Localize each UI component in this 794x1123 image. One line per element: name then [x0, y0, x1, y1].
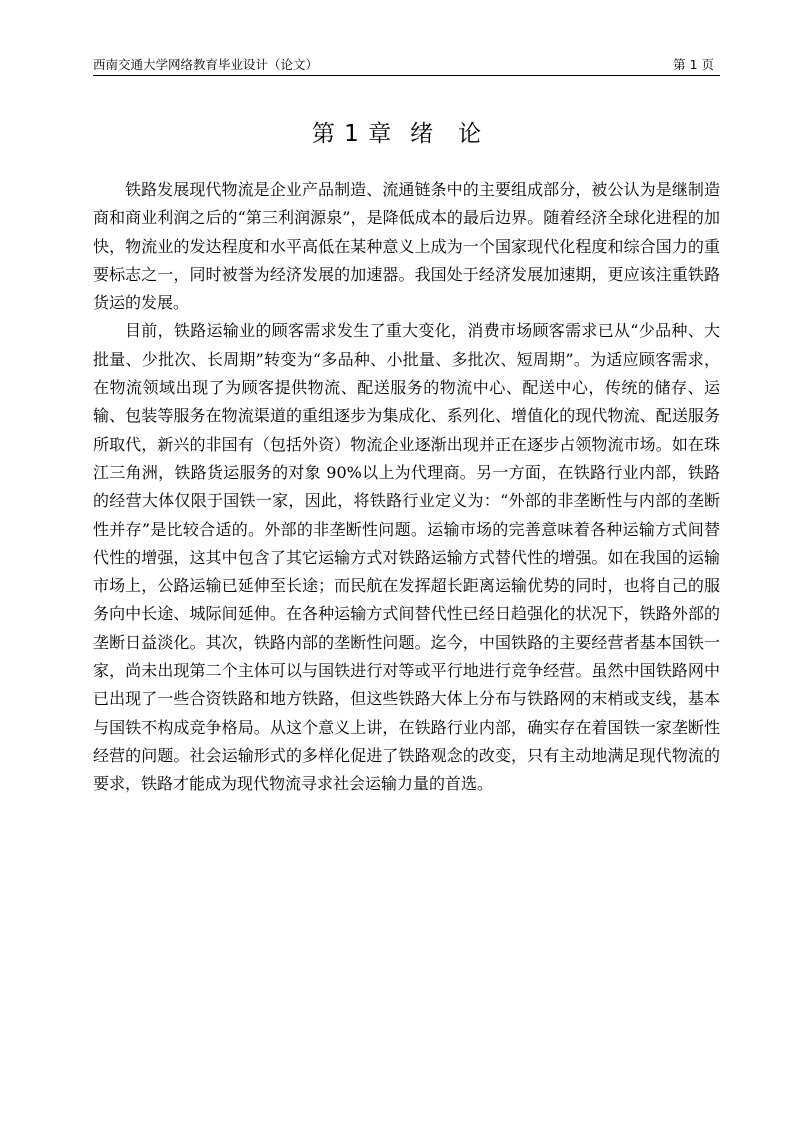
chapter-heading: [0, 118, 794, 150]
chapter-number: 第 1 章: [311, 121, 393, 147]
header-page-number: 第 1 页: [673, 57, 714, 72]
page-header: [93, 56, 720, 76]
header-document-title: 西南交通大学网络教育毕业设计（论文）: [93, 57, 319, 72]
paragraph: 铁路发展现代物流是企业产品制造、流通链条中的主要组成部分，被公认为是继制造商和商业利润之后的“第三利润源泉”，是降低成本的最后边界。随着经济全球化进程的加快，物流业的发达程度和水平高低在某种意义上成为一个国家现代化程度和综合国力的重要标志之一，同时被誉为经济发展的加速器。我国处于经济发展加速期，更应该注重铁路货运的发展。: [93, 180, 720, 313]
body-text: [93, 176, 720, 799]
paragraph: 目前，铁路运输业的顾客需求发生了重大变化，消费市场顾客需求已从“少品种、大批量、少批次、长周期”转变为“多品种、小批量、多批次、短周期”。为适应顾客需求，在物流领域出现了为顾客提供物流、配送服务的物流中心、配送中心，传统的储存、运输、包装等服务在物流渠道的重组逐步为集成化、系列化、增值化的现代物流、配送服务所取代，新兴的非国有（包括外资）物流企业逐渐出现并正在逐步占领物流市场。如在珠江三角洲，铁路货运服务的对象 90%以上为代理商。另一方面，在铁路行业内部，铁路的经营大体仅限于国铁一家，因此，将铁路行业定义为：“外部的非垄断性与内部的垄断性并存”是比较合适的。外部的非垄断性问题。运输市场的完善意味着各种运输方式间替代性的增强，这其中包含了其它运输方式对铁路运输方式替代性的增强。如在我国的运输市场上，公路运输已延伸至长途；而民航在发挥超长距离运输优势的同时，也将自己的服务向中长途、城际间延伸。在各种运输方式间替代性已经日趋强化的状况下，铁路外部的垄断日益淡化。其次，铁路内部的垄断性问题。迄今，中国铁路的主要经营者基本国铁一家，尚未出现第二个主体可以与国铁进行对等或平行地进行竞争经营。虽然中国铁路网中已出现了一些合资铁路和地方铁路，但这些铁路大体上分布与铁路网的末梢或支线，基本与国铁不构成竞争格局。从这个意义上讲，在铁路行业内部，确实存在着国铁一家垄断性经营的问题。社会运输形式的多样化促进了铁路观念的改变，只有主动地满足现代物流的要求，铁路才能成为现代物流寻求社会运输力量的首选。: [93, 321, 720, 794]
chapter-title: 绪 论: [410, 121, 483, 147]
